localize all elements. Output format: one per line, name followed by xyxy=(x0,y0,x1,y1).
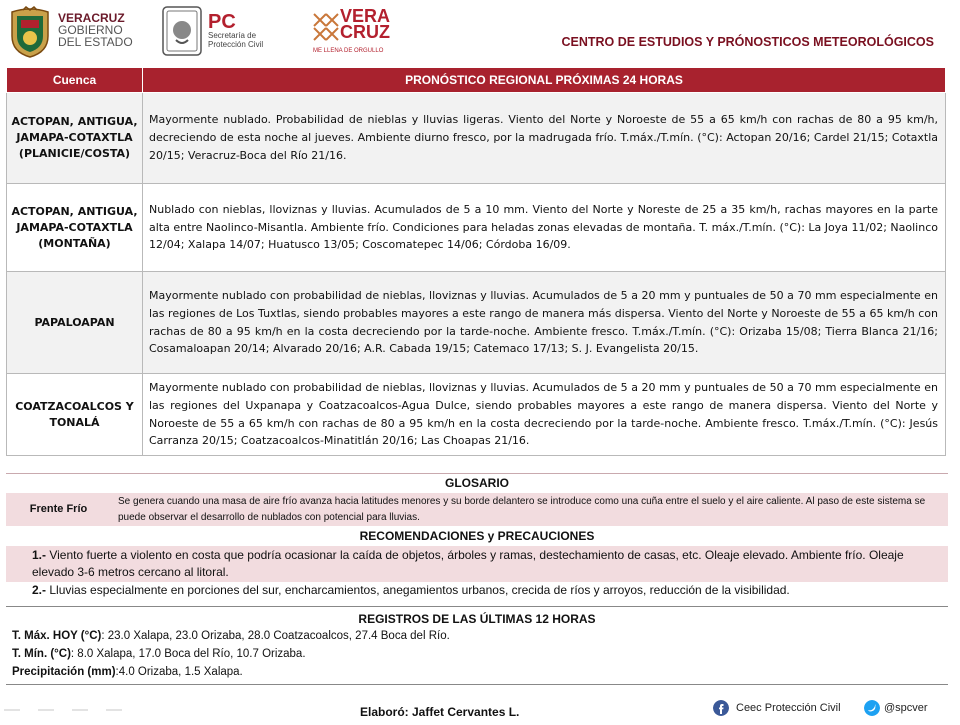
forecast-text: Mayormente nublado con probabilidad de nieblas, lloviznas y lluvias. Acumulados de 5 a 20 mm y puntuales de 50 a 70 mm especialmente en las regiones de Los Tuxtlas, siendo probables mayores a este rango de manera más dispersa. Viento del Norte y Noroeste de 55 a 65 km/h con rachas de 80 a 95 km/h en la costa decreciendo por la tarde-noche. Ambiente fresco. T.máx./T.mín. (°C): Orizaba 15/08; Tierra Blanca 21/16; Cosamaloapan 20/14; Alvarado 20/16; A.R. Cabada 19/15; Catemaco 17/13; S. J. Evangelista 20/15. xyxy=(143,272,946,374)
recommendation-item xyxy=(32,582,942,599)
record-value: : 8.0 Xalapa, 17.0 Boca del Río, 10.7 Orizaba. xyxy=(70,648,306,660)
record-label: Precipitación (mm) xyxy=(12,666,116,678)
glossary-entry xyxy=(6,493,948,526)
forward-arrow-icon[interactable] xyxy=(106,697,122,711)
record-value: : 23.0 Xalapa, 23.0 Orizaba, 28.0 Coatzacoalcos, 27.4 Boca del Río. xyxy=(101,630,450,642)
recommendation-text: Viento fuerte a violento en costa que podría ocasionar la caída de objetos, árboles y ramas, destechamiento de casas, etc. Oleaje elevado. Ambiente frío. Oleaje elevado 3-6 metros cercano al litoral. xyxy=(32,548,904,579)
divider xyxy=(6,684,948,685)
record-label: T. Máx. HOY (°C) xyxy=(12,630,102,642)
record-precipitation xyxy=(12,666,243,678)
veracruz-coat-of-arms-logo xyxy=(8,6,52,58)
record-tmin xyxy=(12,648,306,660)
basin-name: COATZACOALCOS Y TONALÁ xyxy=(7,374,143,456)
forecast-text: Nublado con nieblas, lloviznas y lluvias. Acumulados de 5 a 10 mm. Viento del Norte y Noreste de 25 a 35 km/h, rachas mayores en la parte alta entre Naolinco-Misantla. Ambiente frío. Condiciones para heladas zonas elevadas de montaña. T. máx./T.mín. (°C): La Joya 11/02; Naolinco 12/04; Xalapa 14/07; Huatusco 13/05; Coscomatepec 14/06; Córdoba 16/09. xyxy=(143,184,946,272)
basin-name: ACTOPAN, ANTIGUA, JAMAPA-COTAXTLA (PLANICIE/COSTA) xyxy=(7,93,143,184)
records-title: REGISTROS DE LAS ÚLTIMAS 12 HORAS xyxy=(358,612,596,626)
center-title: CENTRO DE ESTUDIOS Y PRÓNOSTICOS METEOROLÓGICOS xyxy=(561,35,934,49)
header xyxy=(0,0,960,62)
glossary-definition: Se genera cuando una masa de aire frío avanza hacia latitudes menores y su borde delantero se introduce como una cuña entre el suelo y el aire caliente. Al paso de este sistema se puede observar el desarrollo de nublados con potencial para lluvias. xyxy=(118,496,926,523)
basin-name: PAPALOAPAN xyxy=(7,272,143,374)
facebook-icon[interactable] xyxy=(713,700,729,716)
record-value: :4.0 Orizaba, 1.5 Xalapa. xyxy=(115,666,243,678)
forecast-text: Mayormente nublado. Probabilidad de nieblas y lluvias ligeras. Viento del Norte y Noroeste de 55 a 65 km/h con rachas de 80 a 95 km/h, decreciendo de esta noche al jueves. Ambiente diurno fresco, por la madrugada frío. T.máx./T.mín. (°C): Actopan 20/16; Cardel 21/15; Cotaxtla 20/15; Veracruz-Boca del Río 21/16. xyxy=(143,93,946,184)
recommendation-text: Lluvias especialmente en porciones del sur, encharcamientos, anegamientos urbanos, crecida de ríos y arroyos, reducción de la visibilidad. xyxy=(46,583,790,597)
recommendation-number: 1.- xyxy=(32,548,47,562)
glossary-title: GLOSARIO xyxy=(444,476,509,490)
veracruz-pattern-icon xyxy=(310,10,342,44)
basin-name: ACTOPAN, ANTIGUA, JAMAPA-COTAXTLA (MONTAÑA) xyxy=(7,184,143,272)
forecast-text: Mayormente nublado con probabilidad de nieblas, lloviznas y lluvias. Acumulados de 5 a 20 mm y puntuales de 50 a 70 mm especialmente en las regiones del Uxpanapa y Coatzacoalcos-Agua Dulce, siendo probables mayores a este rango de manera dispersa. Viento del Norte y Noroeste de 55 a 65 km/h con rachas de 80 a 95 km/h en la costa decreciendo por la tarde-noche. Ambiente fresco. T.máx./T.mín. (°C): Jesús Carranza 20/15; Coatzacoalcos-Minatitlán 20/16; Las Choapas 21/16. xyxy=(143,374,946,456)
table-row xyxy=(7,374,946,456)
facebook-handle[interactable]: Ceec Protección Civil xyxy=(736,702,841,714)
slide-controls xyxy=(4,696,140,715)
divider xyxy=(6,606,948,607)
brand-tagline: ME LLENA DE ORGULLO xyxy=(313,48,384,54)
recommendations-title: RECOMENDACIONES y PRECAUCIONES xyxy=(359,529,595,543)
divider xyxy=(6,473,948,474)
mexico-seal-logo xyxy=(162,6,202,56)
recommendation-number: 2.- xyxy=(32,583,47,597)
table-row xyxy=(7,93,946,184)
veracruz-brand-wordmark: VERA CRUZ xyxy=(340,6,391,42)
table-row xyxy=(7,184,946,272)
record-tmax xyxy=(12,630,450,642)
gobierno-del-estado-wordmark: VERACRUZ GOBIERNO DEL ESTADO xyxy=(58,11,133,49)
back-arrow-icon[interactable] xyxy=(4,697,20,711)
twitter-handle[interactable]: @spcver xyxy=(884,702,928,714)
column-header-forecast: PRONÓSTICO REGIONAL PRÓXIMAS 24 HORAS xyxy=(143,68,946,93)
glossary-term: Frente Frío xyxy=(29,503,88,515)
author-credit: Elaboró: Jaffet Cervantes L. xyxy=(360,705,520,719)
recommendation-item xyxy=(6,546,948,582)
record-label: T. Mín. (°C) xyxy=(12,648,71,660)
forecast-table xyxy=(6,67,946,456)
proteccion-civil-wordmark: PC Secretaría de Protección Civil xyxy=(208,11,264,49)
table-row xyxy=(7,272,946,374)
pen-icon[interactable] xyxy=(38,697,54,711)
twitter-icon[interactable] xyxy=(864,700,880,716)
column-header-basin: Cuenca xyxy=(7,68,143,93)
menu-icon[interactable] xyxy=(72,697,88,711)
